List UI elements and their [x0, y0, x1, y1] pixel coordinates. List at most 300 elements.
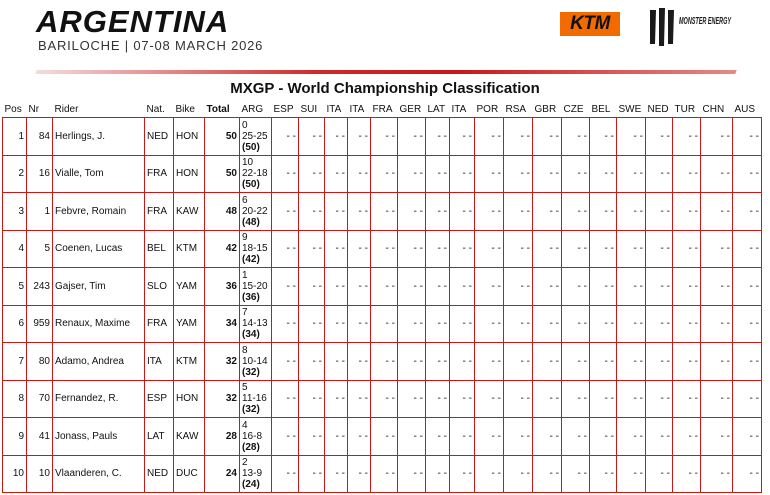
table-row	[3, 380, 762, 418]
cell-pos: 9	[3, 418, 27, 456]
cell-rider: Vialle, Tom	[53, 155, 145, 193]
cell-total: 50	[205, 155, 240, 193]
cell-nat: FRA	[145, 193, 174, 231]
cell-round-empty: - -	[533, 193, 562, 231]
event-subtitle: BARILOCHE | 07-08 MARCH 2026	[38, 38, 264, 53]
cell-round-empty: - -	[450, 455, 475, 493]
cell-round-empty: - -	[450, 380, 475, 418]
header-stripe	[35, 70, 736, 74]
cell-round-empty: - -	[590, 155, 617, 193]
cell-nr: 41	[27, 418, 53, 456]
col-round: SUI	[299, 102, 325, 118]
arg-pts: (50)	[242, 179, 260, 191]
cell-nr: 243	[27, 268, 53, 306]
col-round: RSA	[504, 102, 533, 118]
cell-bike: YAM	[174, 305, 205, 343]
cell-round-empty: - -	[701, 230, 733, 268]
cell-nr: 16	[27, 155, 53, 193]
cell-round-empty: - -	[325, 418, 348, 456]
cell-round-empty: - -	[475, 455, 504, 493]
cell-round-empty: - -	[371, 380, 398, 418]
arg-pts: (28)	[242, 441, 260, 453]
cell-round-empty: - -	[590, 305, 617, 343]
col-round: SWE	[617, 102, 646, 118]
cell-round-empty: - -	[450, 418, 475, 456]
cell-total: 28	[205, 418, 240, 456]
arg-pts: (42)	[242, 254, 260, 266]
arg-heats: 25-25	[242, 130, 268, 142]
cell-round-empty: - -	[562, 380, 590, 418]
cell-round-empty: - -	[299, 380, 325, 418]
cell-round-empty: - -	[504, 193, 533, 231]
cell-round-empty: - -	[673, 418, 701, 456]
cell-total: 50	[205, 118, 240, 156]
cell-round-empty: - -	[504, 305, 533, 343]
cell-round-empty: - -	[450, 343, 475, 381]
table-row	[3, 455, 762, 493]
table-row	[3, 118, 762, 156]
cell-nr: 10	[27, 455, 53, 493]
cell-round-empty: - -	[398, 193, 426, 231]
cell-pos: 8	[3, 380, 27, 418]
cell-round-empty: - -	[590, 343, 617, 381]
cell-total: 36	[205, 268, 240, 306]
col-round: ITA	[348, 102, 371, 118]
cell-round-empty: - -	[299, 305, 325, 343]
cell-round-empty: - -	[325, 118, 348, 156]
col-round: GER	[398, 102, 426, 118]
cell-rider: Fernandez, R.	[53, 380, 145, 418]
cell-pos: 3	[3, 193, 27, 231]
cell-round-empty: - -	[646, 455, 673, 493]
cell-round-empty: - -	[562, 118, 590, 156]
col-nat: Nat.	[145, 102, 174, 118]
cell-round-empty: - -	[504, 343, 533, 381]
arg-pts: (24)	[242, 479, 260, 491]
cell-round-empty: - -	[733, 455, 762, 493]
cell-round-empty: - -	[475, 193, 504, 231]
cell-nat: BEL	[145, 230, 174, 268]
cell-round-empty: - -	[450, 305, 475, 343]
table-row	[3, 305, 762, 343]
cell-round-empty: - -	[562, 230, 590, 268]
cell-round-empty: - -	[673, 268, 701, 306]
cell-round-empty: - -	[299, 118, 325, 156]
cell-round-empty: - -	[299, 155, 325, 193]
event-header	[0, 0, 770, 80]
cell-round-empty: - -	[562, 155, 590, 193]
table-row	[3, 268, 762, 306]
page-title: MXGP - World Championship Classification	[230, 80, 540, 97]
cell-round-empty: - -	[617, 230, 646, 268]
cell-round-empty: - -	[533, 418, 562, 456]
cell-round-empty: - -	[733, 155, 762, 193]
cell-arg-result	[240, 193, 272, 231]
cell-round-empty: - -	[733, 343, 762, 381]
cell-round-empty: - -	[701, 155, 733, 193]
cell-round-empty: - -	[590, 418, 617, 456]
cell-round-empty: - -	[504, 118, 533, 156]
cell-nat: SLO	[145, 268, 174, 306]
cell-round-empty: - -	[398, 455, 426, 493]
arg-heats: 11-16	[242, 393, 267, 405]
cell-round-empty: - -	[475, 268, 504, 306]
cell-nat: NED	[145, 118, 174, 156]
table-row	[3, 230, 762, 268]
cell-round-empty: - -	[475, 343, 504, 381]
arg-pos: 10	[242, 157, 254, 169]
cell-round-empty: - -	[348, 455, 371, 493]
cell-round-empty: - -	[590, 455, 617, 493]
cell-round-empty: - -	[533, 343, 562, 381]
col-round: LAT	[426, 102, 450, 118]
table-row	[3, 343, 762, 381]
cell-pos: 7	[3, 343, 27, 381]
cell-round-empty: - -	[426, 193, 450, 231]
cell-rider: Adamo, Andrea	[53, 343, 145, 381]
cell-round-empty: - -	[617, 155, 646, 193]
cell-round-empty: - -	[325, 155, 348, 193]
arg-pos: 1	[242, 269, 248, 281]
col-round: AUS	[733, 102, 762, 118]
cell-round-empty: - -	[590, 230, 617, 268]
cell-round-empty: - -	[646, 155, 673, 193]
cell-round-empty: - -	[299, 230, 325, 268]
cell-total: 24	[205, 455, 240, 493]
cell-pos: 2	[3, 155, 27, 193]
col-round: CHN	[701, 102, 733, 118]
cell-round-empty: - -	[348, 418, 371, 456]
cell-arg-result	[240, 305, 272, 343]
cell-round-empty: - -	[617, 268, 646, 306]
cell-round-empty: - -	[646, 380, 673, 418]
cell-bike: KTM	[174, 230, 205, 268]
cell-round-empty: - -	[398, 118, 426, 156]
col-nr: Nr	[27, 102, 53, 118]
cell-round-empty: - -	[325, 230, 348, 268]
cell-round-empty: - -	[299, 343, 325, 381]
cell-round-empty: - -	[272, 268, 299, 306]
cell-round-empty: - -	[426, 268, 450, 306]
cell-round-empty: - -	[562, 343, 590, 381]
cell-arg-result	[240, 268, 272, 306]
cell-round-empty: - -	[562, 455, 590, 493]
cell-round-empty: - -	[371, 343, 398, 381]
cell-round-empty: - -	[475, 155, 504, 193]
cell-round-empty: - -	[426, 305, 450, 343]
cell-round-empty: - -	[348, 380, 371, 418]
cell-round-empty: - -	[646, 193, 673, 231]
arg-pos: 8	[242, 344, 248, 356]
cell-round-empty: - -	[646, 118, 673, 156]
cell-round-empty: - -	[733, 380, 762, 418]
cell-round-empty: - -	[398, 380, 426, 418]
cell-round-empty: - -	[646, 268, 673, 306]
cell-pos: 5	[3, 268, 27, 306]
cell-round-empty: - -	[701, 268, 733, 306]
cell-round-empty: - -	[733, 230, 762, 268]
cell-round-empty: - -	[646, 343, 673, 381]
cell-round-empty: - -	[617, 305, 646, 343]
cell-round-empty: - -	[617, 455, 646, 493]
col-pos: Pos	[3, 102, 27, 118]
cell-nr: 959	[27, 305, 53, 343]
cell-round-empty: - -	[617, 418, 646, 456]
cell-nr: 70	[27, 380, 53, 418]
cell-nr: 1	[27, 193, 53, 231]
cell-round-empty: - -	[450, 268, 475, 306]
col-round: NED	[646, 102, 673, 118]
cell-round-empty: - -	[673, 455, 701, 493]
cell-round-empty: - -	[371, 118, 398, 156]
cell-round-empty: - -	[533, 305, 562, 343]
col-round: ITA	[325, 102, 348, 118]
cell-round-empty: - -	[701, 305, 733, 343]
cell-round-empty: - -	[426, 230, 450, 268]
cell-round-empty: - -	[272, 155, 299, 193]
cell-round-empty: - -	[272, 230, 299, 268]
cell-round-empty: - -	[272, 118, 299, 156]
cell-round-empty: - -	[426, 155, 450, 193]
cell-round-empty: - -	[272, 193, 299, 231]
cell-round-empty: - -	[673, 380, 701, 418]
cell-round-empty: - -	[646, 230, 673, 268]
cell-round-empty: - -	[450, 118, 475, 156]
cell-rider: Herlings, J.	[53, 118, 145, 156]
arg-pts: (34)	[242, 329, 260, 341]
cell-bike: HON	[174, 155, 205, 193]
cell-round-empty: - -	[398, 230, 426, 268]
cell-round-empty: - -	[504, 380, 533, 418]
cell-round-empty: - -	[504, 418, 533, 456]
cell-round-empty: - -	[426, 418, 450, 456]
cell-round-empty: - -	[533, 455, 562, 493]
cell-round-empty: - -	[475, 380, 504, 418]
cell-round-empty: - -	[733, 193, 762, 231]
cell-round-empty: - -	[504, 230, 533, 268]
classification-table	[2, 102, 762, 493]
table-row	[3, 155, 762, 193]
cell-round-empty: - -	[701, 455, 733, 493]
cell-round-empty: - -	[701, 380, 733, 418]
cell-round-empty: - -	[325, 305, 348, 343]
arg-pts: (50)	[242, 141, 260, 153]
cell-round-empty: - -	[325, 455, 348, 493]
cell-round-empty: - -	[348, 230, 371, 268]
arg-pos: 7	[242, 307, 248, 319]
arg-heats: 14-13	[242, 318, 268, 330]
cell-round-empty: - -	[426, 118, 450, 156]
cell-round-empty: - -	[562, 268, 590, 306]
cell-round-empty: - -	[299, 268, 325, 306]
cell-round-empty: - -	[348, 343, 371, 381]
cell-round-empty: - -	[272, 418, 299, 456]
col-round: FRA	[371, 102, 398, 118]
cell-arg-result	[240, 118, 272, 156]
col-round: TUR	[673, 102, 701, 118]
cell-bike: KTM	[174, 343, 205, 381]
cell-round-empty: - -	[272, 305, 299, 343]
arg-heats: 13-9	[242, 468, 263, 480]
cell-round-empty: - -	[617, 118, 646, 156]
arg-heats: 15-20	[242, 280, 268, 292]
cell-round-empty: - -	[533, 118, 562, 156]
cell-round-empty: - -	[371, 305, 398, 343]
cell-round-empty: - -	[733, 305, 762, 343]
cell-nr: 80	[27, 343, 53, 381]
cell-rider: Jonass, Pauls	[53, 418, 145, 456]
col-round: ESP	[272, 102, 299, 118]
arg-pts: (32)	[242, 366, 260, 378]
cell-round-empty: - -	[646, 418, 673, 456]
cell-pos: 1	[3, 118, 27, 156]
arg-pos: 4	[242, 419, 248, 431]
arg-pts: (32)	[242, 404, 260, 416]
cell-rider: Coenen, Lucas	[53, 230, 145, 268]
cell-round-empty: - -	[398, 155, 426, 193]
cell-round-empty: - -	[426, 455, 450, 493]
ktm-logo: KTM	[560, 12, 620, 36]
monster-energy-logo	[646, 4, 734, 48]
cell-round-empty: - -	[475, 118, 504, 156]
cell-round-empty: - -	[701, 343, 733, 381]
table-header-row	[3, 102, 762, 118]
arg-heats: 20-22	[242, 205, 268, 217]
col-total: Total	[205, 102, 240, 118]
arg-pos: 0	[242, 119, 248, 131]
col-round: ARG	[240, 102, 272, 118]
col-round: BEL	[590, 102, 617, 118]
cell-round-empty: - -	[348, 268, 371, 306]
arg-pts: (36)	[242, 291, 260, 303]
cell-round-empty: - -	[371, 230, 398, 268]
cell-round-empty: - -	[299, 418, 325, 456]
table-body	[3, 118, 762, 493]
cell-round-empty: - -	[475, 418, 504, 456]
cell-total: 32	[205, 343, 240, 381]
cell-round-empty: - -	[733, 118, 762, 156]
cell-round-empty: - -	[673, 230, 701, 268]
cell-round-empty: - -	[475, 230, 504, 268]
cell-arg-result	[240, 155, 272, 193]
cell-round-empty: - -	[617, 193, 646, 231]
cell-round-empty: - -	[371, 455, 398, 493]
cell-round-empty: - -	[590, 118, 617, 156]
cell-round-empty: - -	[299, 455, 325, 493]
cell-round-empty: - -	[617, 380, 646, 418]
cell-round-empty: - -	[673, 305, 701, 343]
cell-bike: HON	[174, 380, 205, 418]
event-name: ARGENTINA	[36, 4, 230, 39]
cell-round-empty: - -	[272, 343, 299, 381]
table-row	[3, 193, 762, 231]
cell-round-empty: - -	[371, 418, 398, 456]
cell-round-empty: - -	[426, 380, 450, 418]
cell-round-empty: - -	[398, 343, 426, 381]
cell-round-empty: - -	[673, 118, 701, 156]
cell-round-empty: - -	[348, 155, 371, 193]
arg-pos: 2	[242, 457, 248, 469]
cell-round-empty: - -	[504, 455, 533, 493]
cell-total: 48	[205, 193, 240, 231]
cell-bike: KAW	[174, 193, 205, 231]
cell-round-empty: - -	[475, 305, 504, 343]
cell-nat: NED	[145, 455, 174, 493]
cell-round-empty: - -	[371, 193, 398, 231]
cell-round-empty: - -	[398, 305, 426, 343]
cell-round-empty: - -	[504, 268, 533, 306]
cell-round-empty: - -	[673, 193, 701, 231]
cell-arg-result	[240, 418, 272, 456]
cell-round-empty: - -	[299, 193, 325, 231]
cell-round-empty: - -	[325, 380, 348, 418]
cell-rider: Gajser, Tim	[53, 268, 145, 306]
cell-round-empty: - -	[450, 230, 475, 268]
cell-round-empty: - -	[590, 193, 617, 231]
col-round: ITA	[450, 102, 475, 118]
cell-round-empty: - -	[398, 418, 426, 456]
col-round: GBR	[533, 102, 562, 118]
arg-pos: 9	[242, 232, 248, 244]
cell-round-empty: - -	[325, 193, 348, 231]
cell-round-empty: - -	[617, 343, 646, 381]
cell-arg-result	[240, 343, 272, 381]
cell-rider: Vlaanderen, C.	[53, 455, 145, 493]
cell-total: 42	[205, 230, 240, 268]
cell-round-empty: - -	[673, 343, 701, 381]
cell-round-empty: - -	[701, 418, 733, 456]
cell-arg-result	[240, 455, 272, 493]
cell-round-empty: - -	[272, 455, 299, 493]
cell-total: 34	[205, 305, 240, 343]
cell-round-empty: - -	[562, 305, 590, 343]
cell-round-empty: - -	[733, 268, 762, 306]
cell-rider: Febvre, Romain	[53, 193, 145, 231]
cell-round-empty: - -	[371, 268, 398, 306]
cell-round-empty: - -	[701, 118, 733, 156]
cell-round-empty: - -	[272, 380, 299, 418]
cell-total: 32	[205, 380, 240, 418]
monster-logo-wordmark: MONSTER ENERGY	[679, 16, 732, 27]
cell-round-empty: - -	[533, 380, 562, 418]
cell-bike: YAM	[174, 268, 205, 306]
cell-bike: KAW	[174, 418, 205, 456]
cell-round-empty: - -	[590, 380, 617, 418]
cell-round-empty: - -	[533, 230, 562, 268]
cell-bike: HON	[174, 118, 205, 156]
cell-bike: DUC	[174, 455, 205, 493]
cell-round-empty: - -	[371, 155, 398, 193]
cell-round-empty: - -	[348, 193, 371, 231]
cell-nat: FRA	[145, 305, 174, 343]
arg-pos: 6	[242, 194, 248, 206]
cell-round-empty: - -	[325, 268, 348, 306]
cell-round-empty: - -	[562, 418, 590, 456]
col-round: CZE	[562, 102, 590, 118]
cell-round-empty: - -	[348, 305, 371, 343]
cell-round-empty: - -	[348, 118, 371, 156]
cell-pos: 10	[3, 455, 27, 493]
arg-pts: (48)	[242, 216, 260, 228]
cell-round-empty: - -	[533, 268, 562, 306]
cell-round-empty: - -	[733, 418, 762, 456]
cell-round-empty: - -	[590, 268, 617, 306]
cell-round-empty: - -	[504, 155, 533, 193]
cell-round-empty: - -	[398, 268, 426, 306]
col-round: POR	[475, 102, 504, 118]
cell-arg-result	[240, 230, 272, 268]
cell-pos: 4	[3, 230, 27, 268]
